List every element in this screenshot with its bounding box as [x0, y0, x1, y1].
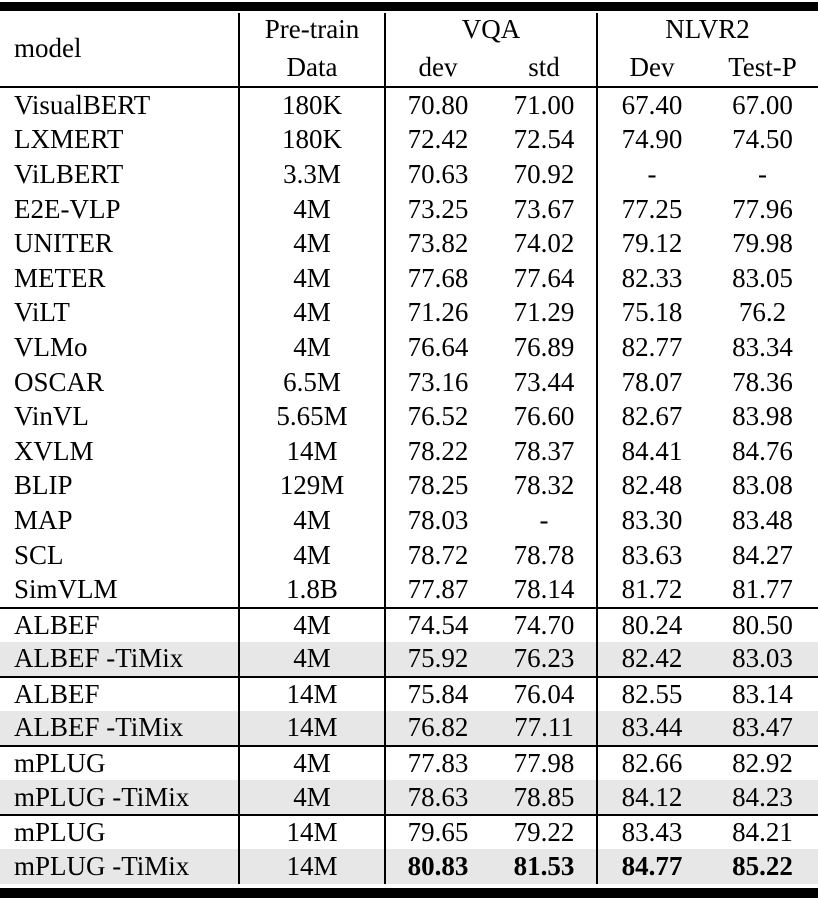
table-row [0, 676, 818, 711]
nlvr2-dev-cell: 79.12 [621, 228, 683, 259]
model-cell: mPLUG [14, 817, 106, 848]
nlvr2-testp-cell: 83.05 [732, 262, 793, 293]
vqa-dev-cell: 71.26 [407, 297, 469, 328]
vqa-dev-cell: 76.52 [407, 401, 469, 432]
pretrain-data-cell: 4M [293, 193, 331, 224]
pretrain-data-cell: 4M [293, 609, 331, 640]
nlvr2-dev-cell: 82.77 [621, 331, 683, 362]
model-cell: MAP [14, 504, 73, 535]
table-row [0, 780, 818, 815]
header-pretrain-data [239, 11, 385, 86]
vqa-std-cell: 74.02 [513, 228, 575, 259]
pretrain-data-cell: 4M [293, 539, 331, 570]
model-cell: METER [14, 262, 106, 293]
table-row [0, 503, 818, 538]
table-row [0, 711, 818, 746]
nlvr2-testp-cell: 85.22 [732, 850, 793, 881]
pretrain-data-cell: 14M [286, 817, 338, 848]
nlvr2-testp-cell: 83.14 [732, 678, 793, 709]
header-vqa-dev: dev [418, 51, 458, 82]
vqa-dev-cell: 80.83 [407, 850, 469, 881]
vqa-dev-cell: 73.16 [407, 366, 469, 397]
nlvr2-dev-cell: 74.90 [621, 124, 683, 155]
pretrain-data-cell: 14M [286, 435, 338, 466]
vqa-std-cell: 73.44 [513, 366, 575, 397]
vqa-dev-cell: 78.63 [407, 781, 469, 812]
table-row [0, 88, 818, 123]
vqa-std-cell: 81.53 [513, 850, 575, 881]
nlvr2-dev-cell: 82.42 [621, 643, 683, 674]
vqa-std-cell: 79.22 [513, 817, 575, 848]
nlvr2-dev-cell: 82.67 [621, 401, 683, 432]
nlvr2-dev-cell: 81.72 [621, 574, 683, 605]
vqa-dev-cell: 78.72 [407, 539, 469, 570]
vqa-std-cell: 78.85 [513, 781, 575, 812]
table-row [0, 642, 818, 677]
model-cell: mPLUG [14, 748, 106, 779]
pretrain-data-cell: 6.5M [283, 366, 341, 397]
model-cell: ALBEF [14, 609, 100, 640]
model-cell: ViLBERT [14, 158, 124, 189]
vqa-dev-cell: 78.03 [407, 504, 469, 535]
table-row [0, 123, 818, 158]
vqa-std-cell: 78.37 [513, 435, 575, 466]
model-cell: XVLM [14, 435, 94, 466]
nlvr2-testp-cell: 78.36 [732, 366, 793, 397]
pretrain-data-cell: 1.8B [286, 574, 338, 605]
nlvr2-testp-cell: 81.77 [732, 574, 793, 605]
vqa-dev-cell: 70.63 [407, 158, 469, 189]
nlvr2-testp-cell: 84.76 [732, 435, 793, 466]
table-row [0, 572, 818, 607]
vqa-std-cell: 77.11 [514, 712, 574, 743]
header-pretrain-line1: Pre-train [264, 14, 360, 45]
pretrain-data-cell: 180K [282, 89, 342, 120]
model-cell: SimVLM [14, 574, 118, 605]
model-cell: mPLUG -TiMix [14, 850, 190, 881]
column-separator-vqa-nlvr2 [596, 13, 598, 884]
nlvr2-testp-cell: 83.08 [732, 470, 793, 501]
pretrain-data-cell: 4M [293, 781, 331, 812]
header-nlvr2-group [597, 11, 818, 86]
model-cell: ALBEF [14, 678, 100, 709]
nlvr2-testp-cell: 76.2 [738, 297, 787, 328]
pretrain-data-cell: 4M [293, 331, 331, 362]
pretrain-data-cell: 14M [286, 712, 338, 743]
model-cell: ALBEF -TiMix [14, 643, 184, 674]
nlvr2-dev-cell: 67.40 [621, 89, 683, 120]
vqa-std-cell: 77.64 [513, 262, 575, 293]
model-cell: ViLT [14, 297, 70, 328]
table-body [0, 88, 818, 884]
nlvr2-dev-cell: 84.12 [621, 781, 683, 812]
vqa-dev-cell: 77.87 [407, 574, 469, 605]
nlvr2-dev-cell: 84.41 [621, 435, 683, 466]
model-cell: ALBEF -TiMix [14, 712, 184, 743]
vqa-dev-cell: 73.25 [407, 193, 469, 224]
nlvr2-dev-cell: 80.24 [621, 609, 683, 640]
model-cell: LXMERT [14, 124, 124, 155]
nlvr2-testp-cell: 83.98 [732, 401, 793, 432]
vqa-std-cell: - [539, 504, 549, 535]
pretrain-data-cell: 4M [293, 297, 331, 328]
table-row [0, 607, 818, 642]
nlvr2-testp-cell: 74.50 [732, 124, 793, 155]
model-cell: E2E-VLP [14, 193, 121, 224]
vqa-std-cell: 71.29 [513, 297, 575, 328]
header-nlvr2-title: NLVR2 [665, 14, 750, 45]
header-nlvr2-testp: Test-P [728, 51, 797, 82]
table-row [0, 814, 818, 849]
table-row [0, 538, 818, 573]
nlvr2-testp-cell: 84.23 [732, 781, 793, 812]
nlvr2-testp-cell: 79.98 [732, 228, 793, 259]
model-cell: BLIP [14, 470, 73, 501]
nlvr2-testp-cell: 83.47 [732, 712, 793, 743]
vqa-dev-cell: 74.54 [407, 609, 469, 640]
nlvr2-dev-cell: - [647, 158, 657, 189]
vqa-dev-cell: 73.82 [407, 228, 469, 259]
pretrain-data-cell: 180K [282, 124, 342, 155]
table-row [0, 365, 818, 400]
vqa-std-cell: 76.04 [513, 678, 575, 709]
nlvr2-testp-cell: - [758, 158, 767, 189]
table-row [0, 849, 818, 884]
nlvr2-testp-cell: 80.50 [732, 609, 793, 640]
pretrain-data-cell: 14M [286, 678, 338, 709]
nlvr2-testp-cell: 83.34 [732, 331, 793, 362]
vqa-dev-cell: 72.42 [407, 124, 469, 155]
table-top-rule [0, 2, 818, 11]
nlvr2-dev-cell: 82.66 [621, 748, 683, 779]
vqa-std-cell: 77.98 [513, 748, 575, 779]
table-row [0, 399, 818, 434]
vqa-std-cell: 78.78 [513, 539, 575, 570]
header-vqa-std: std [528, 51, 560, 82]
vqa-dev-cell: 77.68 [407, 262, 469, 293]
nlvr2-dev-cell: 84.77 [621, 850, 683, 881]
vqa-dev-cell: 77.83 [407, 748, 469, 779]
nlvr2-dev-cell: 77.25 [621, 193, 683, 224]
vqa-std-cell: 78.14 [513, 574, 575, 605]
table-header [0, 11, 818, 86]
nlvr2-dev-cell: 83.43 [621, 817, 683, 848]
pretrain-data-cell: 14M [286, 850, 338, 881]
nlvr2-testp-cell: 84.21 [732, 817, 793, 848]
nlvr2-testp-cell: 84.27 [732, 539, 793, 570]
nlvr2-dev-cell: 75.18 [621, 297, 683, 328]
model-cell: VisualBERT [14, 89, 151, 120]
pretrain-data-cell: 4M [293, 228, 331, 259]
vqa-dev-cell: 75.92 [407, 643, 469, 674]
pretrain-data-cell: 4M [293, 262, 331, 293]
header-vqa-title: VQA [461, 14, 521, 45]
vqa-std-cell: 73.67 [513, 193, 575, 224]
nlvr2-dev-cell: 82.48 [621, 470, 683, 501]
nlvr2-testp-cell: 83.48 [732, 504, 793, 535]
vqa-std-cell: 76.89 [513, 331, 575, 362]
pretrain-data-cell: 4M [293, 643, 331, 674]
header-nlvr2-dev: Dev [629, 51, 675, 82]
vqa-dev-cell: 79.65 [407, 817, 469, 848]
nlvr2-testp-cell: 82.92 [732, 748, 793, 779]
vqa-std-cell: 74.70 [513, 609, 575, 640]
vqa-dev-cell: 76.82 [407, 712, 469, 743]
model-cell: SCL [14, 539, 64, 570]
table-row [0, 330, 818, 365]
pretrain-data-cell: 129M [279, 470, 345, 501]
nlvr2-dev-cell: 82.55 [621, 678, 683, 709]
header-model: model [14, 33, 82, 63]
nlvr2-dev-cell: 83.44 [621, 712, 683, 743]
model-cell: OSCAR [14, 366, 105, 397]
vqa-std-cell: 76.60 [513, 401, 575, 432]
model-cell: UNITER [14, 228, 113, 259]
header-bottom-rule [0, 86, 818, 88]
nlvr2-dev-cell: 78.07 [621, 366, 683, 397]
table-row [0, 192, 818, 227]
header-nlvr2-subcolumns [597, 49, 818, 87]
table-row [0, 296, 818, 331]
nlvr2-dev-cell: 83.30 [621, 504, 683, 535]
table-row [0, 434, 818, 469]
vqa-dev-cell: 78.25 [407, 470, 469, 501]
vqa-dev-cell: 70.80 [407, 89, 469, 120]
column-separator-pretrain-vqa [384, 13, 386, 884]
table-row [0, 745, 818, 780]
table-row [0, 226, 818, 261]
column-separator-model-pretrain [238, 13, 240, 884]
pretrain-data-cell: 4M [293, 504, 331, 535]
nlvr2-testp-cell: 67.00 [732, 89, 793, 120]
nlvr2-dev-cell: 83.63 [621, 539, 683, 570]
table-row [0, 157, 818, 192]
vqa-dev-cell: 75.84 [407, 678, 469, 709]
model-cell: VLMo [14, 331, 88, 362]
vqa-std-cell: 76.23 [513, 643, 575, 674]
model-cell: VinVL [14, 401, 89, 432]
vqa-std-cell: 70.92 [513, 158, 575, 189]
nlvr2-dev-cell: 82.33 [621, 262, 683, 293]
vqa-std-cell: 78.32 [513, 470, 575, 501]
header-pretrain-line2: Data [286, 51, 338, 82]
pretrain-data-cell: 4M [293, 748, 331, 779]
header-vqa-subcolumns [385, 49, 597, 87]
vqa-dev-cell: 78.22 [407, 435, 469, 466]
pretrain-data-cell: 3.3M [283, 158, 341, 189]
table-row [0, 261, 818, 296]
table-bottom-rule [0, 888, 818, 898]
pretrain-data-cell: 5.65M [276, 401, 348, 432]
vqa-std-cell: 72.54 [513, 124, 575, 155]
vqa-dev-cell: 76.64 [407, 331, 469, 362]
table-row [0, 469, 818, 504]
nlvr2-testp-cell: 77.96 [732, 193, 793, 224]
header-vqa-group [385, 11, 597, 86]
vqa-std-cell: 71.00 [513, 89, 575, 120]
model-cell: mPLUG -TiMix [14, 781, 190, 812]
nlvr2-testp-cell: 83.03 [732, 643, 793, 674]
